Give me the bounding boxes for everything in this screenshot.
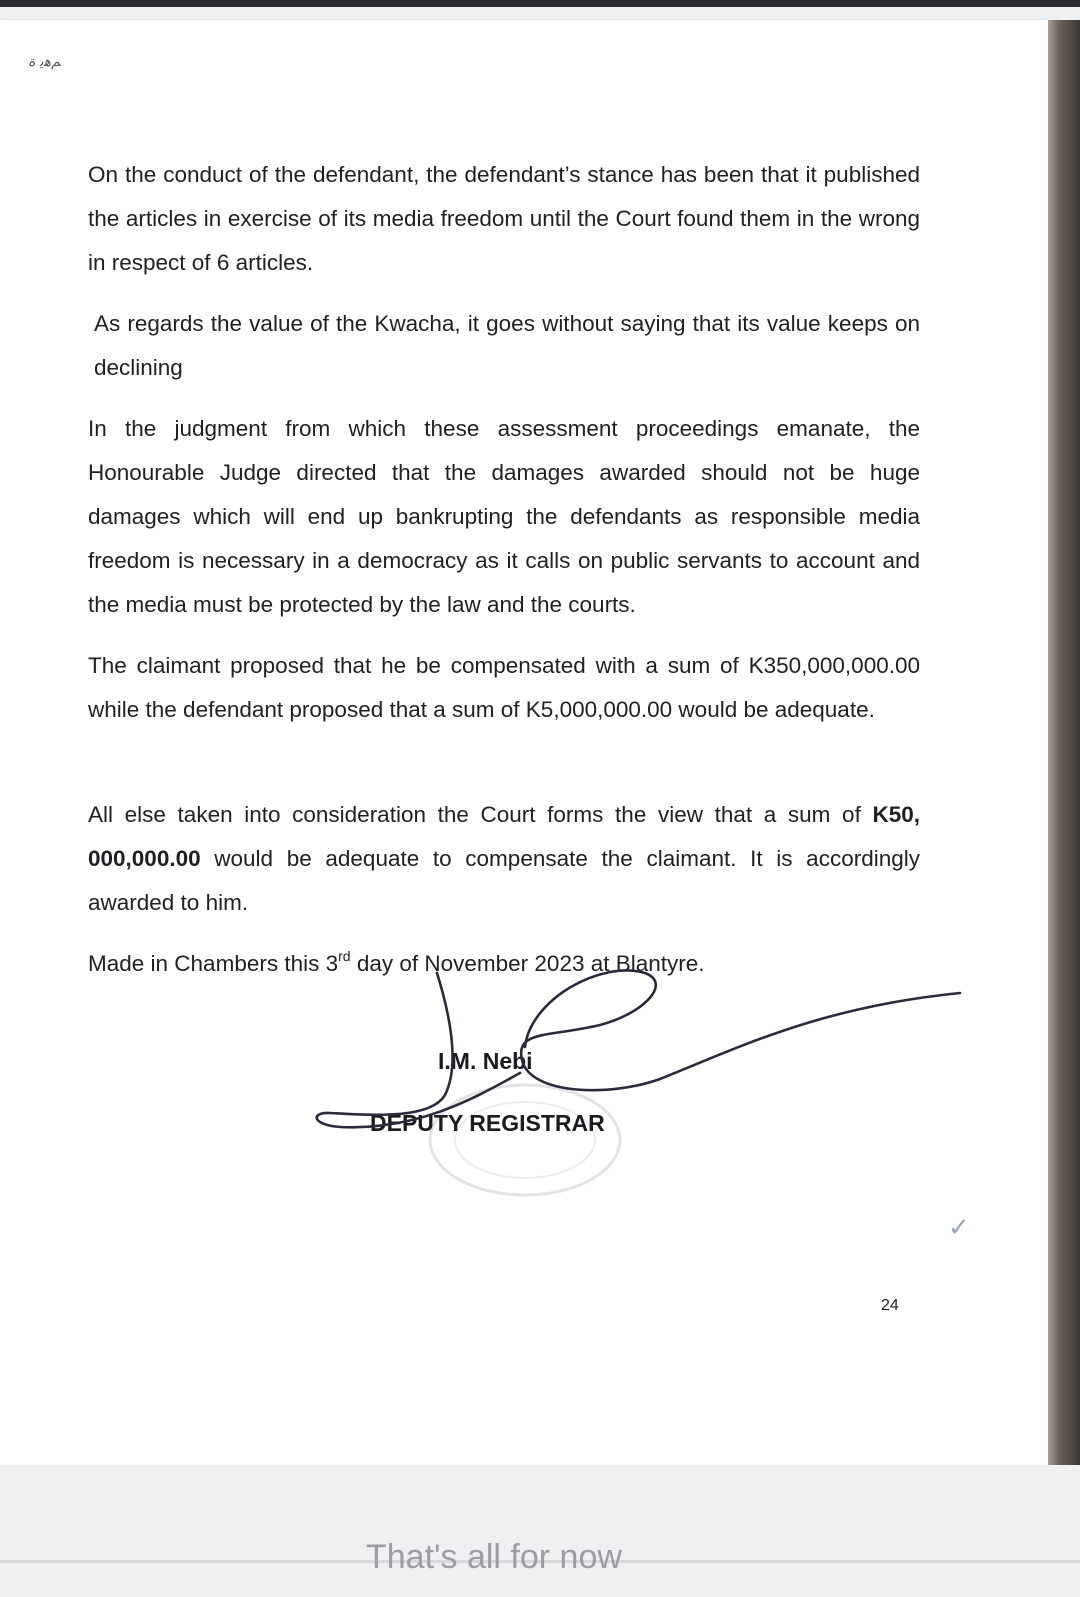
award-text-after: would be adequate to compensate the claimant. It is accordingly awarded to him. xyxy=(88,846,920,915)
date-text-after: day of November 2023 at Blantyre. xyxy=(350,951,705,976)
paragraph-kwacha-value: As regards the value of the Kwacha, it goes without saying that its value keeps on declining xyxy=(94,311,920,380)
signatory-title: DEPUTY REGISTRAR xyxy=(370,1110,605,1136)
paragraph-award xyxy=(88,793,920,925)
document-page xyxy=(0,20,1048,1465)
paragraph-judgment-direction: In the judgment from which these assessment proceedings emanate, the Honourable Judge directed that the damages awarded should not be huge damages which will end up bankrupting the defendants as responsible media freedom is necessary in a democracy as it calls on public servants to account and the media must be protected by the law and the courts. xyxy=(88,416,920,617)
top-bar xyxy=(0,0,1080,7)
paragraph-defendant-conduct: On the conduct of the defendant, the defendant’s stance has been that it published the articles in exercise of its media freedom until the Court found them in the wrong in respect of 6 articles. xyxy=(88,162,920,275)
award-text-before: All else taken into consideration the Court forms the view that a sum of xyxy=(88,802,873,827)
award-amount: K50, 000,000.00 xyxy=(88,802,920,871)
date-text-before: Made in Chambers this 3 xyxy=(88,951,339,976)
check-mark-icon: ✓ xyxy=(948,1212,970,1242)
margin-note: ﻢﻫﻳ ﺓ xyxy=(28,54,61,70)
signatory-name: I.M. Nebi xyxy=(438,1048,533,1074)
page-number: 24 xyxy=(881,1297,899,1314)
page-edge-shadow xyxy=(1048,20,1080,1465)
end-of-feed-text: That's all for now xyxy=(366,1538,622,1576)
date-ordinal-suffix: rd xyxy=(338,947,351,964)
paragraph-proposals: The claimant proposed that he be compensated with a sum of K350,000,000.00 while the defendant proposed that a sum of K5,000,000.00 would be adequate. xyxy=(88,653,920,722)
handwritten-signature xyxy=(300,955,980,1145)
